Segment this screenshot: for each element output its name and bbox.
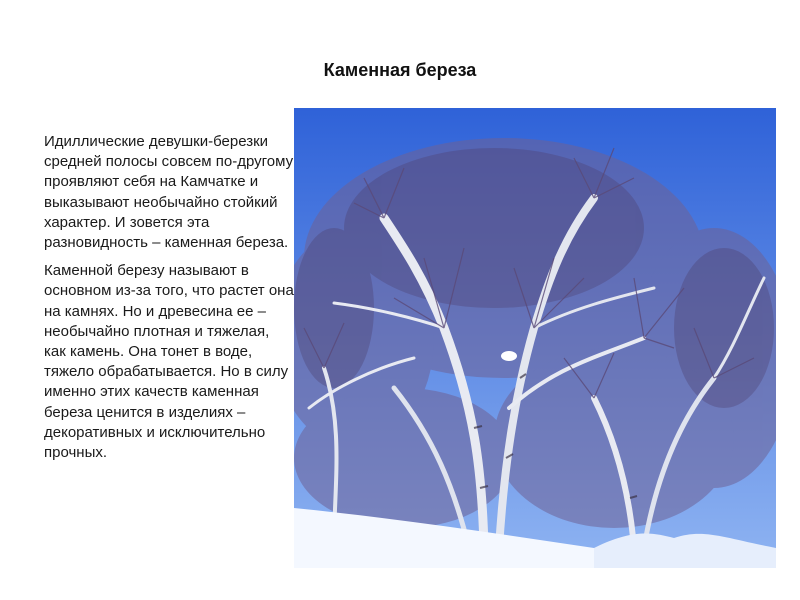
paragraph-2: Каменной березу называют в основном из-за того, что растет она на камнях. Но и древесина ее – необычайно плотная и тяжелая, как камень. Она тонет в воде, тяжело обрабатывается. Но в силу именно этих качеств каменная береза ценится в изделиях – декоративных и исключительно прочных. bbox=[44, 262, 294, 462]
paragraph-1: Идиллические девушки-березки средней полосы совсем по-другому проявляют себя на Камчатке и выказывают необычайно стойкий характер. И зовется эта разновидность – каменная береза. bbox=[44, 133, 294, 252]
snow-clump bbox=[501, 351, 517, 361]
birch-trees-photo bbox=[294, 108, 776, 568]
birch-photo-illustration bbox=[294, 108, 776, 568]
slide-title: Каменная береза bbox=[323, 60, 477, 80]
slide-body-text bbox=[44, 132, 294, 471]
